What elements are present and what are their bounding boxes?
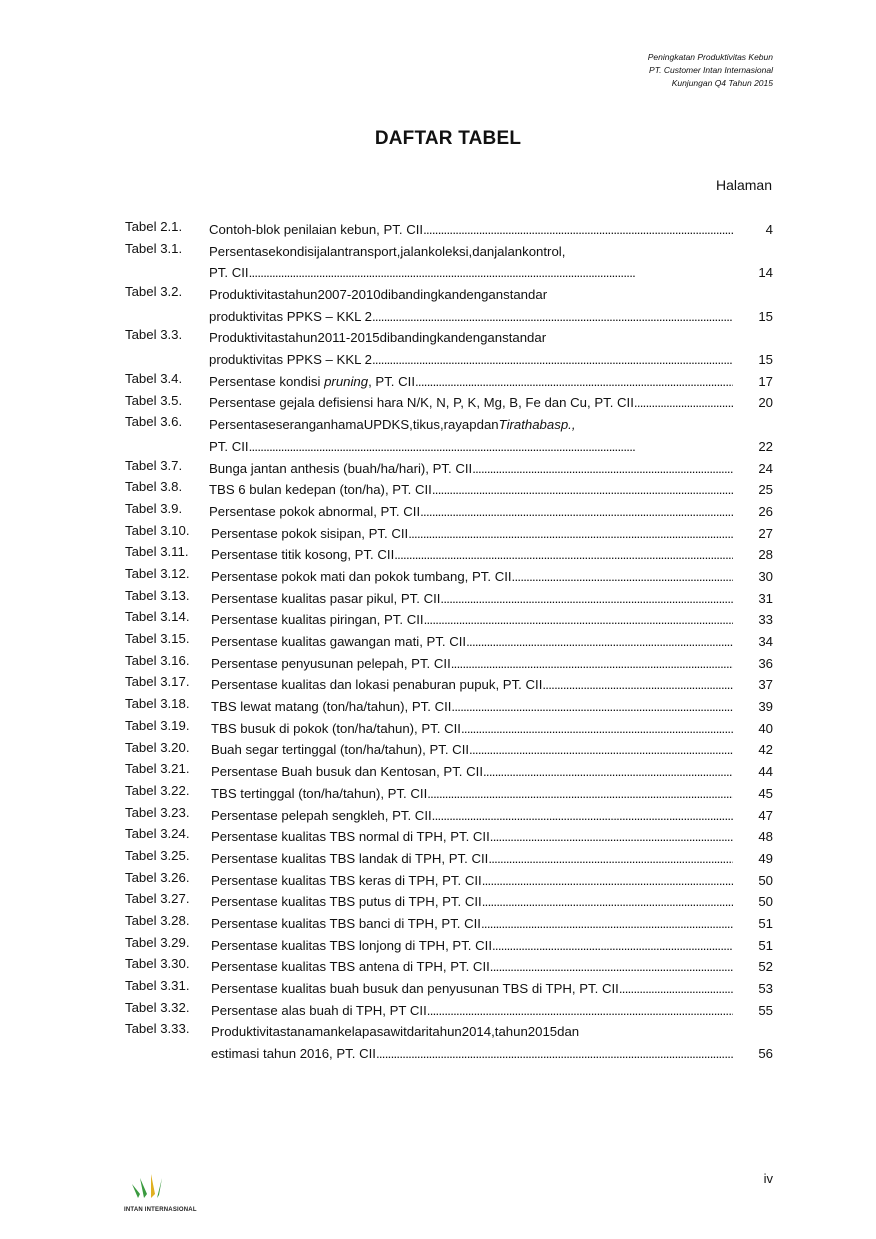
toc-entry — [125, 696, 773, 718]
toc-entry-label: Tabel 3.5. — [125, 392, 183, 408]
table-of-contents — [125, 219, 773, 1065]
toc-entry-label: Tabel 3.25. — [125, 847, 190, 863]
toc-entry-label: Tabel 3.16. — [125, 652, 190, 668]
toc-entry — [125, 566, 773, 588]
toc-entry-title: TBS lewat matang (ton/ha/tahun), PT. CII — [211, 699, 452, 715]
toc-entry-page: 50 — [758, 894, 773, 910]
dot-leader — [451, 696, 733, 718]
toc-entry-title: TBS busuk di pokok (ton/ha/tahun), PT. CII — [211, 720, 461, 736]
dot-leader — [420, 501, 733, 523]
toc-entry — [125, 913, 773, 935]
toc-entry — [125, 219, 773, 241]
toc-entry-label: Tabel 3.4. — [125, 370, 183, 386]
toc-entry-title: Persentase kualitas TBS putus di TPH, PT. CII — [211, 894, 482, 910]
toc-entry-title: Persentase kualitas dan lokasi penaburan pupuk, PT. CII — [211, 677, 543, 693]
dot-leader — [461, 718, 733, 740]
toc-entry-title: Persentase alas buah di TPH, PT CII — [211, 1002, 427, 1018]
toc-entry-label: Tabel 3.13. — [125, 587, 190, 603]
toc-entry — [125, 761, 773, 783]
toc-entry-label: Tabel 3.18. — [125, 696, 190, 712]
toc-entry — [125, 241, 773, 284]
toc-entry-page: 26 — [758, 503, 773, 519]
toc-entry — [125, 891, 773, 913]
toc-entry-page: 20 — [758, 395, 773, 411]
leaf-logo-icon — [124, 1170, 184, 1200]
toc-entry-title: TBS tertinggal (ton/ha/tahun), PT. CII — [211, 785, 428, 801]
page-number: iv — [763, 1171, 773, 1186]
toc-entry-label: Tabel 3.8. — [125, 479, 183, 495]
dot-leader — [427, 1000, 733, 1022]
toc-entry — [125, 674, 773, 696]
toc-entry — [125, 458, 773, 480]
toc-entry-title: estimasi tahun 2016, PT. CII — [211, 1046, 376, 1062]
toc-entry-label: Tabel 3.27. — [125, 891, 190, 907]
dot-leader — [472, 458, 733, 480]
toc-entry — [125, 653, 773, 675]
toc-entry-title-line: PersentaseseranganhamaUPDKS,tikus,rayapdanTirathabasp., — [209, 417, 576, 433]
header-line-3: Kunjungan Q4 Tahun 2015 — [671, 78, 773, 88]
toc-entry-title: Persentase Buah busuk dan Kentosan, PT. CII — [211, 764, 483, 780]
dot-leader — [492, 935, 733, 957]
dot-leader — [490, 956, 733, 978]
toc-entry-label: Tabel 3.29. — [125, 934, 190, 950]
toc-entry — [125, 956, 773, 978]
toc-entry-page: 48 — [758, 829, 773, 845]
toc-entry-page: 33 — [758, 612, 773, 628]
toc-entry-title: Persentase gejala defisiensi hara N/K, N, P, K, Mg, B, Fe dan Cu, PT. CII — [209, 395, 634, 411]
dot-leader — [488, 848, 733, 870]
toc-entry — [125, 826, 773, 848]
toc-entry-page: 15 — [758, 308, 773, 324]
header-line-2: PT. Customer Intan Internasional — [649, 65, 773, 75]
dot-leader — [372, 306, 733, 328]
logo-text: INTAN INTERNASIONAL — [124, 1207, 197, 1213]
toc-entry-title: Persentase kualitas TBS antena di TPH, PT. CII — [211, 959, 490, 975]
dot-leader — [394, 544, 733, 566]
toc-entry-page: 36 — [758, 655, 773, 671]
toc-entry-title: Persentase kualitas gawangan mati, PT. CII — [211, 634, 467, 650]
toc-entry-page: 55 — [758, 1002, 773, 1018]
toc-entry-title: Persentase kualitas TBS lonjong di TPH, PT. CII — [211, 937, 492, 953]
toc-entry-label: Tabel 3.26. — [125, 869, 190, 885]
dot-leader — [427, 783, 733, 805]
toc-entry — [125, 805, 773, 827]
toc-entry-label: Tabel 2.1. — [125, 219, 183, 234]
toc-entry-title: Persentase pokok sisipan, PT. CII — [211, 525, 409, 541]
dot-leader — [483, 761, 733, 783]
toc-entry-label: Tabel 3.22. — [125, 782, 190, 798]
toc-entry-label: Tabel 3.6. — [125, 414, 183, 430]
toc-entry-title: Bunga jantan anthesis (buah/ha/hari), PT. CII — [209, 460, 473, 476]
toc-entry — [125, 588, 773, 610]
toc-entry-label: Tabel 3.30. — [125, 956, 190, 972]
toc-entry-title: Persentase penyusunan pelepah, PT. CII — [211, 655, 451, 671]
toc-entry-page: 24 — [758, 460, 773, 476]
toc-entry-page: 31 — [758, 590, 773, 606]
toc-entry-label: Tabel 3.31. — [125, 978, 190, 994]
toc-entry-title: Persentase kualitas TBS keras di TPH, PT. CII — [211, 872, 482, 888]
toc-entry-label: Tabel 3.21. — [125, 761, 190, 777]
toc-entry-title: Persentase pelepah sengkleh, PT. CII — [211, 807, 432, 823]
toc-entry-label: Tabel 3.20. — [125, 739, 190, 755]
toc-entry — [125, 848, 773, 870]
page-title: DAFTAR TABEL — [374, 128, 522, 149]
toc-entry-page: 37 — [758, 677, 773, 693]
toc-entry — [125, 327, 773, 370]
toc-entry-title-line: Produktivitastanamankelapasawitdaritahun2014,tahun2015dan — [211, 1024, 580, 1040]
toc-entry-title: Persentase kualitas TBS normal di TPH, PT. CII — [211, 829, 490, 845]
toc-entry-label: Tabel 3.12. — [125, 566, 190, 581]
dot-leader — [249, 436, 733, 458]
toc-entry-page: 42 — [758, 742, 773, 758]
toc-entry — [125, 783, 773, 805]
toc-entry-page: 53 — [758, 981, 773, 997]
toc-entry-label: Tabel 3.3. — [125, 327, 183, 343]
toc-entry — [125, 609, 773, 631]
toc-entry-label: Tabel 3.7. — [125, 457, 183, 473]
dot-leader — [634, 392, 733, 414]
toc-entry-title: TBS 6 bulan kedepan (ton/ha), PT. CII — [209, 482, 432, 498]
page-header — [648, 51, 773, 90]
toc-entry-label: Tabel 3.11. — [125, 544, 189, 560]
dot-leader — [542, 674, 733, 696]
dot-leader — [372, 349, 733, 371]
dot-leader — [415, 371, 733, 393]
dot-leader — [376, 1043, 733, 1065]
toc-entry-page: 28 — [758, 547, 773, 563]
toc-entry — [125, 1000, 773, 1022]
toc-entry — [125, 371, 773, 393]
dot-leader — [490, 826, 733, 848]
toc-entry-label: Tabel 3.32. — [125, 999, 190, 1015]
dot-leader — [424, 609, 733, 631]
toc-entry — [125, 501, 773, 523]
toc-entry — [125, 544, 773, 566]
toc-entry-title: Buah segar tertinggal (ton/ha/tahun), PT. CII — [211, 742, 470, 758]
dot-leader — [249, 262, 733, 284]
company-logo — [124, 1170, 224, 1213]
toc-entry-page: 27 — [758, 525, 773, 541]
toc-entry-label: Tabel 3.24. — [125, 826, 190, 842]
toc-entry-page: 45 — [758, 785, 773, 801]
toc-entry-page: 51 — [758, 937, 773, 953]
toc-entry-title: Persentase pokok mati dan pokok tumbang, PT. CII — [211, 568, 512, 584]
toc-entry-label: Tabel 3.1. — [125, 240, 183, 256]
toc-entry-title: PT. CII — [209, 438, 249, 454]
dot-leader — [469, 739, 733, 761]
toc-entry-label: Tabel 3.9. — [125, 500, 183, 516]
toc-entry — [125, 523, 773, 545]
toc-entry — [125, 870, 773, 892]
toc-entry — [125, 284, 773, 327]
toc-entry-title-line: Persentasekondisijalantransport,jalankoleksi,danjalankontrol, — [209, 243, 566, 259]
toc-entry-title: Persentase kualitas pasar pikul, PT. CII — [211, 590, 441, 606]
toc-entry-page: 40 — [758, 720, 773, 736]
dot-leader — [619, 978, 733, 1000]
toc-entry-page: 52 — [758, 959, 773, 975]
halaman-label: Halaman — [715, 177, 772, 193]
toc-entry-page: 56 — [758, 1046, 773, 1062]
toc-entry — [125, 935, 773, 957]
toc-entry — [125, 718, 773, 740]
toc-entry-title: PT. CII — [209, 265, 249, 281]
toc-entry-page: 30 — [758, 568, 773, 584]
dot-leader — [432, 479, 733, 501]
toc-entry-label: Tabel 3.19. — [125, 717, 190, 733]
toc-entry-page: 4 — [765, 221, 773, 237]
dot-leader — [512, 566, 733, 588]
dot-leader — [482, 891, 733, 913]
dot-leader — [408, 523, 733, 545]
dot-leader — [432, 805, 733, 827]
toc-entry-page: 14 — [758, 265, 773, 281]
dot-leader — [451, 653, 733, 675]
toc-entry-title: Persentase kualitas TBS banci di TPH, PT. CII — [211, 915, 481, 931]
toc-entry-title: Contoh-blok penilaian kebun, PT. CII — [209, 221, 424, 237]
toc-entry-label: Tabel 3.15. — [125, 631, 190, 647]
dot-leader — [482, 870, 733, 892]
toc-entry-label: Tabel 3.2. — [125, 284, 183, 300]
toc-entry-label: Tabel 3.10. — [125, 522, 190, 538]
toc-entry — [125, 978, 773, 1000]
toc-entry-page: 22 — [758, 438, 773, 454]
toc-entry-title: Persentase titik kosong, PT. CII — [211, 547, 395, 563]
toc-entry-page: 51 — [758, 915, 773, 931]
dot-leader — [466, 631, 733, 653]
toc-entry-page: 34 — [758, 634, 773, 650]
toc-entry — [125, 631, 773, 653]
toc-entry-label: Tabel 3.33. — [125, 1021, 190, 1037]
toc-entry-page: 50 — [758, 872, 773, 888]
toc-entry-page: 15 — [758, 352, 773, 368]
toc-entry-label: Tabel 3.28. — [125, 913, 190, 928]
toc-entry — [125, 393, 773, 415]
toc-entry-title: Persentase kondisi pruning, PT. CII — [209, 373, 415, 389]
toc-entry-title: Persentase pokok abnormal, PT. CII — [209, 503, 421, 519]
dot-leader — [481, 913, 733, 935]
toc-entry-label: Tabel 3.14. — [125, 609, 190, 625]
toc-entry-title: produktivitas PPKS – KKL 2 — [209, 308, 372, 324]
dot-leader — [423, 219, 733, 241]
toc-entry-label: Tabel 3.23. — [125, 804, 190, 820]
toc-entry — [125, 740, 773, 762]
toc-entry-page: 39 — [758, 699, 773, 715]
toc-entry-page: 49 — [758, 850, 773, 866]
toc-entry-page: 25 — [758, 482, 773, 498]
toc-entry — [125, 414, 773, 457]
toc-entry — [125, 479, 773, 501]
toc-entry-page: 44 — [758, 764, 773, 780]
toc-entry-title: produktivitas PPKS – KKL 2 — [209, 352, 372, 368]
dot-leader — [440, 588, 733, 610]
toc-entry-title-line: Produktivitastahun2007-2010dibandingkandenganstandar — [209, 287, 548, 303]
toc-entry-page: 47 — [758, 807, 773, 823]
toc-entry — [125, 1021, 773, 1064]
toc-entry-title-line: Produktivitastahun2011-2015dibandingkandenganstandar — [209, 330, 547, 346]
toc-entry-title: Persentase kualitas buah busuk dan penyusunan TBS di TPH, PT. CII — [211, 981, 619, 997]
toc-entry-title: Persentase kualitas TBS landak di TPH, PT. CII — [211, 850, 489, 866]
toc-entry-label: Tabel 3.17. — [125, 674, 190, 690]
toc-entry-title: Persentase kualitas piringan, PT. CII — [211, 612, 424, 628]
header-line-1: Peningkatan Produktivitas Kebun — [647, 52, 773, 62]
toc-entry-page: 17 — [758, 373, 773, 389]
